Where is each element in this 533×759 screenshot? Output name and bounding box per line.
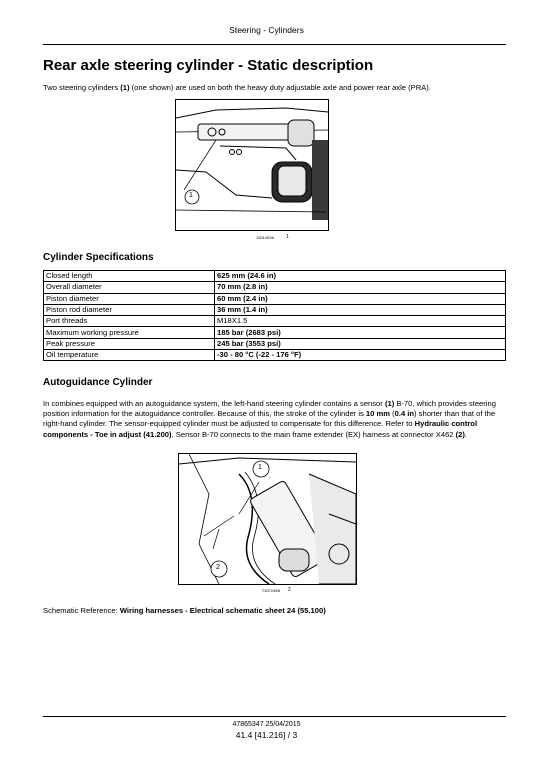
spec-heading: Cylinder Specifications [43,252,154,263]
header-rule [43,44,506,45]
figure-2-image [178,453,357,585]
page-title: Rear axle steering cylinder - Static description [43,57,374,74]
footer-doc-number: 47865347 25/04/2015 [232,721,301,728]
table-row: Piston diameter 60 mm (2.4 in) [44,293,506,304]
table-row: Oil temperature -30 - 80 °C (-22 - 176 °F) [44,350,506,361]
autoguidance-cylinder-illustration [179,454,356,584]
intro-paragraph: Two steering cylinders (1) (one shown) are used on both the heavy duty adjustable axle and power rear axle (PRA). [43,83,431,92]
schematic-reference: Schematic Reference: Wiring harnesses - Electrical schematic sheet 24 (55.100) [43,606,326,615]
autoguidance-paragraph: In combines equipped with an autoguidance system, the left-hand steering cylinder contains a sensor (1) B-70, which provides steering position information for the autoguidance controller. Because of this, the stroke of the cylinder is 10 mm (0.4 in) shorter than that of the right-hand cylinder. The sensor-equipped cylinder must be adjusted to compensate for this difference. Refer to Hydraulic control components - Toe in adjust (41.200). Sensor B-70 connects to the main frame extender (EX) harness at connector X462 (2). [43,399,496,439]
steering-cylinder-illustration [176,100,328,230]
table-row: Overall diameter 70 mm (2.8 in) [44,282,506,293]
figure-1-image [175,99,329,231]
figure-1-callout-1: 1 [189,192,193,199]
table-row: Port threads M18X1.5 [44,316,506,327]
footer-rule [43,716,506,717]
table-row: Piston rod diameter 36 mm (1.4 in) [44,304,506,315]
table-row: Closed length 625 mm (24.6 in) [44,271,506,282]
figure-1-number: 1 [286,234,289,240]
running-header: Steering - Cylinders [229,25,304,35]
spec-table [43,270,506,361]
figure-2-code: 73072468 [262,588,280,593]
figure-2-number: 2 [288,587,291,593]
figure-1-code: 13010636 [256,235,274,240]
figure-2-callout-1: 1 [258,464,262,471]
autoguidance-heading: Autoguidance Cylinder [43,377,153,388]
footer-page-number: 41.4 [41.216] / 3 [235,730,298,740]
table-row: Peak pressure 245 bar (3553 psi) [44,338,506,349]
table-row: Maximum working pressure 185 bar (2683 psi) [44,327,506,338]
figure-2-callout-2: 2 [216,564,220,571]
